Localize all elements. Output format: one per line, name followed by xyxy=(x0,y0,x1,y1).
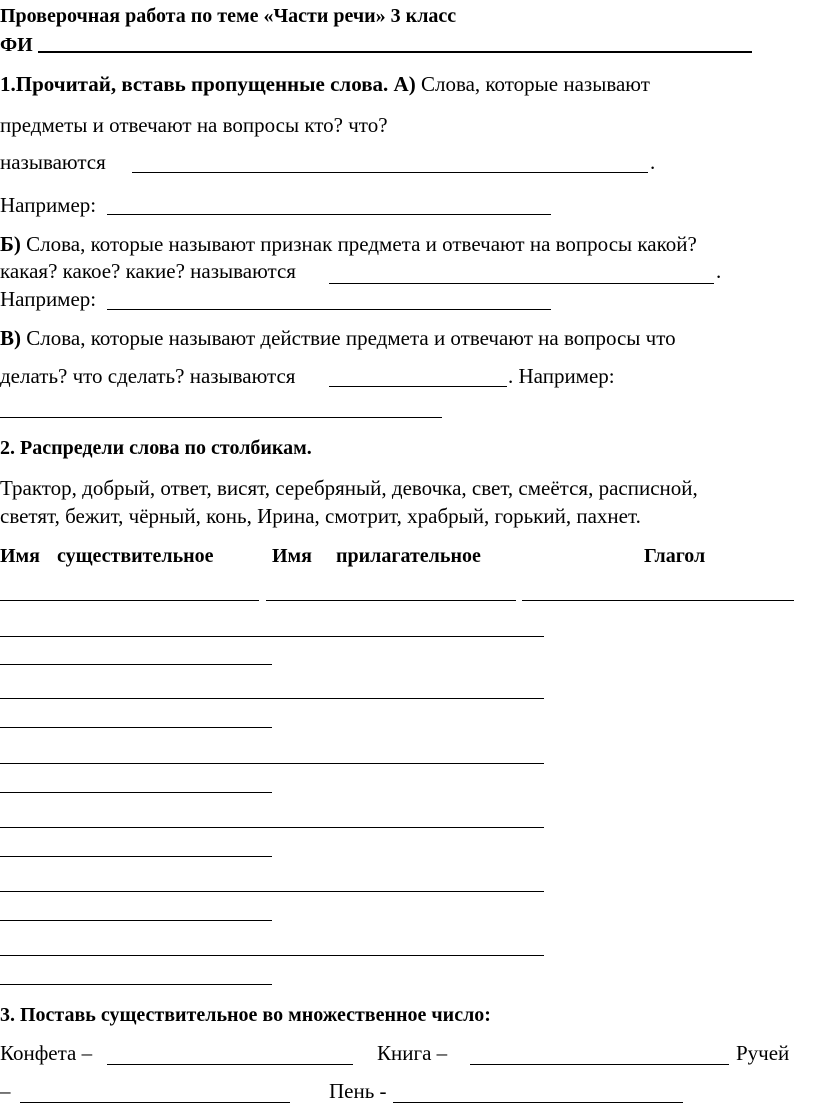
column-header-noun-word-1: Имя xyxy=(0,545,40,567)
task1-a-marker: А) xyxy=(393,72,416,96)
task1-v-line-1 xyxy=(0,326,676,350)
task1-instruction: Прочитай, вставь пропущенные слова. xyxy=(15,72,389,96)
task2-words-line-2: светят, бежит, чёрный, конь, Ирина, смотрит, храбрый, горький, пахнет. xyxy=(0,504,641,528)
task2-words-line-1: Трактор, добрый, ответ, висят, серебряный, девочка, свет, смеётся, расписной, xyxy=(0,476,698,500)
task1-v-text-2: делать? что сделать? называются xyxy=(0,364,296,388)
task1-a-text-1: Слова, которые называют xyxy=(420,72,650,96)
name-field-line[interactable] xyxy=(38,51,752,53)
task3-item-3-line[interactable] xyxy=(20,1102,290,1103)
task3-heading: 3. Поставь существительное во множественное число: xyxy=(0,1004,491,1026)
task1-b-marker: Б) xyxy=(0,232,21,256)
answer-line[interactable] xyxy=(0,984,272,985)
task1-b-text-2: какая? какое? какие? называются xyxy=(0,259,296,283)
task2-heading: 2. Распредели слова по столбикам. xyxy=(0,437,312,459)
task1-a-text-3: называются xyxy=(0,150,106,174)
answer-line[interactable] xyxy=(0,636,544,637)
answer-line[interactable] xyxy=(0,955,544,956)
task3-item-4: Пень - xyxy=(329,1079,387,1103)
column-header-noun-word-2: существительное xyxy=(57,545,214,567)
answer-line[interactable] xyxy=(0,920,272,921)
column-header-verb: Глагол xyxy=(644,545,706,567)
column-header-adjective-word-1: Имя xyxy=(272,545,312,567)
answer-line[interactable] xyxy=(0,891,544,892)
column-header-adjective xyxy=(272,544,481,568)
task3-item-2-line[interactable] xyxy=(470,1064,729,1065)
task1-b-line-1 xyxy=(0,232,697,256)
column-header-adjective-word-2: прилагательное xyxy=(336,545,481,567)
task1-b-period: . xyxy=(716,259,722,283)
noun-answer-line[interactable] xyxy=(0,600,259,601)
task1-a-text-2: предметы и отвечают на вопросы кто? что? xyxy=(0,113,388,137)
answer-line[interactable] xyxy=(0,698,544,699)
answer-line[interactable] xyxy=(0,664,272,665)
task1-v-example-label: . Например: xyxy=(508,364,615,388)
task1-a-answer-line[interactable] xyxy=(132,172,648,173)
task1-a-example-line[interactable] xyxy=(107,214,551,215)
task1-a-period: . xyxy=(650,150,656,174)
task3-item-1: Конфета – xyxy=(0,1041,93,1065)
task1-number: 1. xyxy=(0,72,16,96)
column-header-noun xyxy=(0,544,214,568)
task3-item-3: Ручей xyxy=(736,1041,790,1065)
task1-b-example-line[interactable] xyxy=(107,309,551,310)
name-field-label: ФИ xyxy=(0,34,33,56)
task3-item-1-line[interactable] xyxy=(107,1064,353,1065)
task1-v-answer-line[interactable] xyxy=(329,386,507,387)
task1-v-text-1: Слова, которые называют действие предмета и отвечают на вопросы что xyxy=(26,326,676,350)
task1-b-example-label: Например: xyxy=(0,287,97,311)
task3-item-3-dash: – xyxy=(0,1079,11,1103)
task1-line-1 xyxy=(0,72,650,96)
answer-line[interactable] xyxy=(0,792,272,793)
task1-v-example-line[interactable] xyxy=(0,417,442,418)
task1-a-example-label: Например: xyxy=(0,193,97,217)
answer-line[interactable] xyxy=(0,727,272,728)
answer-line[interactable] xyxy=(0,763,544,764)
task1-b-text-1: Слова, которые называют признак предмета и отвечают на вопросы какой? xyxy=(26,232,697,256)
adjective-answer-line[interactable] xyxy=(266,600,516,601)
verb-answer-line[interactable] xyxy=(522,600,794,601)
task1-v-marker: В) xyxy=(0,326,21,350)
answer-line[interactable] xyxy=(0,827,544,828)
page-title: Проверочная работа по теме «Части речи» 3 класс xyxy=(0,5,457,27)
task3-item-2: Книга – xyxy=(377,1041,448,1065)
task3-item-4-line[interactable] xyxy=(393,1102,683,1103)
answer-line[interactable] xyxy=(0,856,272,857)
task1-b-answer-line[interactable] xyxy=(329,283,714,284)
